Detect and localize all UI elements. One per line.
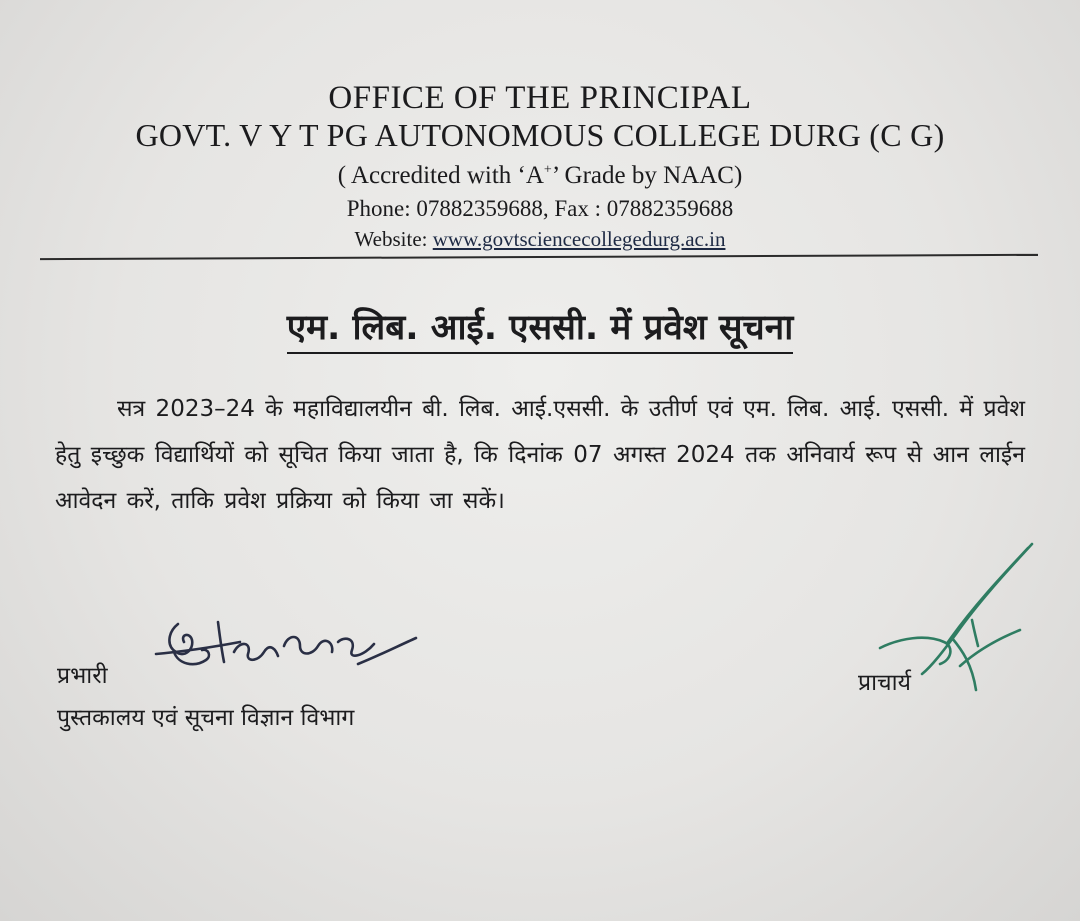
notice-title-text: एम. लिब. आई. एससी. में प्रवेश सूचना bbox=[287, 308, 794, 354]
incharge-label: प्रभारी bbox=[57, 663, 108, 689]
incharge-signature bbox=[148, 612, 420, 682]
department-name: पुस्तकालय एवं सूचना विज्ञान विभाग bbox=[57, 705, 355, 731]
accreditation-pre: ( Accredited with ‘A bbox=[337, 162, 544, 189]
office-heading: OFFICE OF THE PRINCIPAL bbox=[328, 80, 752, 116]
accreditation-plus: + bbox=[543, 162, 552, 178]
website-link[interactable]: www.govtsciencecollegedurg.ac.in bbox=[432, 227, 726, 251]
notice-body: सत्र 2023–24 के महाविद्यालयीन बी. लिब. आई.एससी. के उतीर्ण एवं एम. लिब. आई. एससी. में प्रवेश हेतु इच्छुक विद्यार्थियों को सूचित किया जाता है, कि दिनांक 07 अगस्त 2024 तक अनिवार्य रूप से आन लाईन आवेदन करें, ताकि प्रवेश प्रक्रिया को किया जा सकें। bbox=[55, 396, 1025, 514]
website-line bbox=[0, 227, 1080, 252]
contact-line: Phone: 07882359688, Fax : 07882359688 bbox=[346, 196, 734, 221]
notice-title bbox=[0, 303, 1080, 350]
accreditation-post: ’ Grade by NAAC) bbox=[551, 162, 743, 189]
header-divider bbox=[40, 254, 1038, 260]
principal-label: प्राचार्य bbox=[858, 670, 911, 696]
website-label: Website: bbox=[354, 227, 433, 251]
accreditation-line bbox=[0, 162, 1080, 190]
college-name: GOVT. V Y T PG AUTONOMOUS COLLEGE DURG (C G) bbox=[135, 117, 945, 153]
principal-signature bbox=[860, 538, 1035, 698]
